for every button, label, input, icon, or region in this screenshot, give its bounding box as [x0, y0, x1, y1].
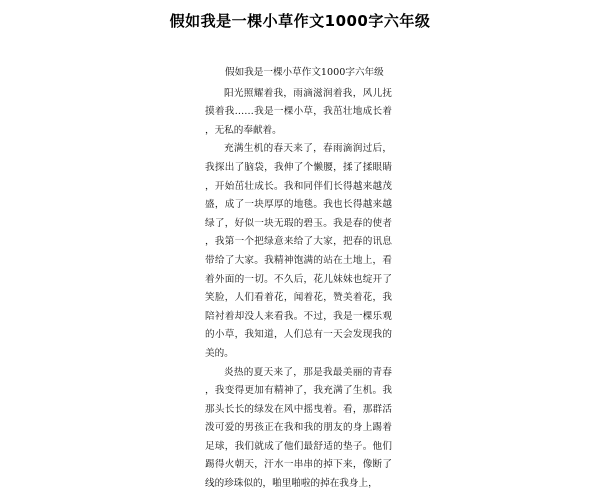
- article-paragraph: 炎热的夏天来了，那是我最美丽的青春，我变得更加有精神了，我充满了生机。我那头长长的绿发在风中摇曳着。看，那群活泼可爱的男孩正在我和我的朋友的身上踢着足球，我们就成了他们最舒适的垫子。他们踢得火朝天，汗水一串串的掉下来，像断了线的珍珠似的，啪里啪啦的掉在我身上，: [205, 366, 392, 490]
- article-paragraph: 充满生机的春天来了，春雨滴润过后，我探出了脑袋，我伸了个懒腰，揉了揉眼睛，开始茁壮成长。我和同伴们长得越来越茂盛，成了一块厚厚的地毯。我也长得越来越绿了，好似一块无瑕的碧玉。我是春的使者，我第一个把绿意来给了大家，把春的讯息带给了大家。我精神饱满的站在土地上，看着外面的一切。不久后，花儿妹妹也绽开了笑脸，人们看着花，闻着花，赞美着花，我陪衬着却没人来看我。不过，我是一棵乐观的小草，我知道，人们总有一天会发现我的美的。: [205, 143, 392, 359]
- page-title: 假如我是一棵小草作文1000字六年级: [169, 12, 431, 30]
- article-paragraph: 阳光照耀着我，雨滴滋润着我，风儿抚摸着我……我是一棵小草，我茁壮地成长着，无私的奉献着。: [205, 87, 392, 136]
- article-body: [205, 64, 392, 494]
- article-heading: 假如我是一棵小草作文1000字六年级: [225, 67, 384, 78]
